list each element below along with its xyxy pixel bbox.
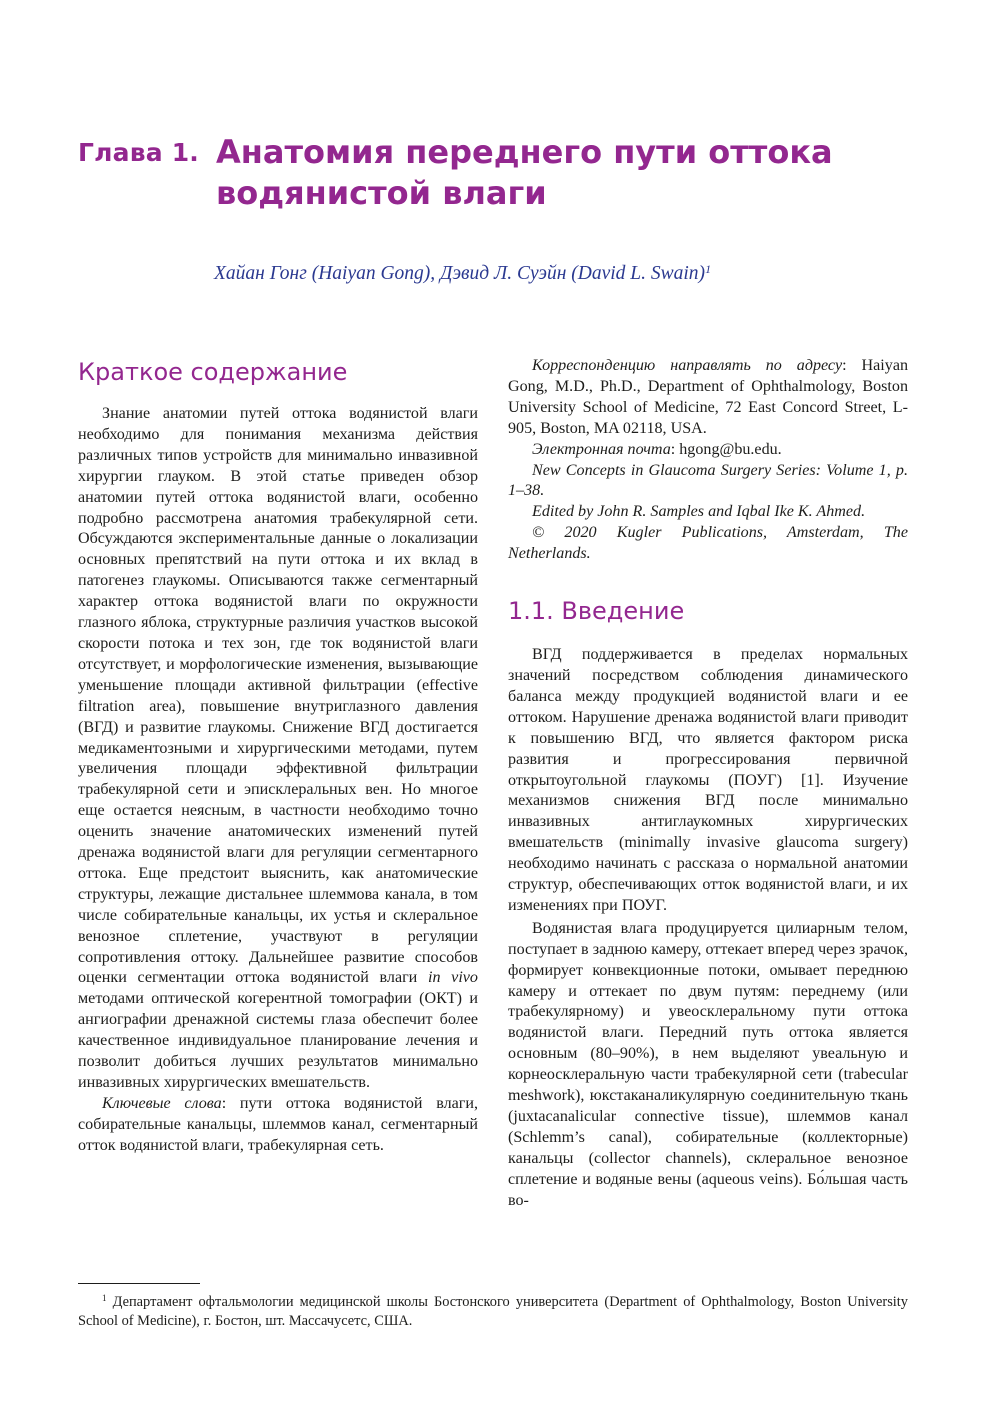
introduction-paragraph-2: Водянистая влага продуцируется цилиарным телом, поступает в заднюю камеру, оттекает вперед через зрачок, формирует конвекционные потоки, омывает переднюю камеру и оттекает по двум путям: переднему (или трабекулярному) и увеосклеральному пути оттока водянистой влаги. Передний путь оттока является основным (80–90%), в нем выделяют увеальную и корнеосклеральную части трабекулярной сети (trabecular meshwork), юкстаканаликулярную соединительную ткань (juxtacanalicular connective tissue), шлеммов канал (Schlemm’s canal), собирательные (коллекторные) канальцы (collector channels), склеральное венозное сплетение и водяные вены (aqueous veins). Бо́льшая часть во- [508, 919, 908, 1209]
author-footnote-mark[interactable]: 1 [705, 262, 712, 276]
keywords-label: Ключевые слова [102, 1094, 222, 1112]
chapter-number: Глава 1. [78, 138, 199, 167]
introduction-heading: 1.1. Введение [508, 597, 685, 626]
series-info: New Concepts in Glaucoma Surgery Series: Volume 1, p. 1–38. [508, 461, 908, 500]
footnote-mark: 1 [102, 1293, 107, 1303]
email-paragraph [508, 440, 908, 461]
abstract-body-italic: in vivo [427, 969, 478, 987]
footnote-divider [78, 1283, 200, 1284]
chapter-title-line-2: водянистой влаги [216, 174, 547, 212]
email-address[interactable]: : hgong@bu.edu. [670, 440, 782, 458]
footnote-text: Департамент офтальмологии медицинской школы Бостонского университета (Department of Ophthalmology, Boston University School of Medicine), г. Бостон, шт. Массачусетс, США. [78, 1294, 908, 1329]
authors-names: Хайан Гонг (Haiyan Gong), Дэвид Л. Суэйн (David L. Swain) [214, 263, 706, 284]
correspondence-paragraph [508, 356, 908, 440]
abstract-body-part-2: методами оптической когерентной томографии (ОКТ) и ангиографии дренажной системы глаза обеспечит более качественное индивидуальное планирование лечения и позволит добиться лучших результатов минимально инвазивных хирургических вмешательств. [78, 990, 478, 1091]
keywords-text: : пути оттока водянистой влаги, собирательные канальцы, шлеммов канал, сегментарный отток водянистой влаги, трабекулярная сеть. [78, 1094, 478, 1154]
left-column [78, 356, 478, 1157]
abstract-heading: Краткое содержание [78, 358, 348, 386]
editors-info: Edited by John R. Samples and Iqbal Ike K. Ahmed. [532, 503, 866, 521]
abstract-body [78, 404, 478, 1094]
authors-line [214, 262, 711, 285]
introduction-paragraph-1: ВГД поддерживается в пределах нормальных значений посредством соблюдения динамического баланса между продукцией водянистой влаги и ее оттоком. Нарушение дренажа водянистой влаги приводит к повышению ВГД, что является фактором риска развития и прогрессирования первичной открытоугольной глаукомы (ПОУГ) [1]. Изучение механизмов снижения ВГД после минимально инвазивных антиглаукомных хирургических вмешательств (minimally invasive glaucoma surgery) необходимо начинать с рассказа о нормальной анатомии структур, обеспечивающих отток водянистой влаги, и их изменениях при ПОУГ. [508, 646, 908, 914]
chapter-title-line-1: Анатомия переднего пути оттока [216, 133, 833, 171]
right-column [508, 356, 908, 1212]
abstract-body-part-1: Знание анатомии путей оттока водянистой влаги необходимо для понимания механизма действия различных типов устройств для минимально инвазивной хирургии глауком. В этой статье приведен обзор анатомии путей оттока водянистой влаги, особенно подробно рассмотрена анатомия трабекулярной сети. Обсуждаются экспериментальные данные о локализации основных препятствий на пути оттока и их вклад в патогенез глаукомы. Описываются также сегментарный характер оттока водянистой влаги по окружности глазного яблока, структурные различия участков высокой скорости потока и тех зон, где ток водянистой влаги отсутствует, и морфологические изменения, вызывающие уменьшение площади активной фильтрации (effective filtration area), повышение внутриглазного давления (ВГД) и развитие глаукомы. Снижение ВГД достигается медикаментозными и хирургическими методами, путем увеличения площади эффективной фильтрации трабекулярной сети и эписклеральных вен. Но многое еще остается неясным, в частности необходимо точно оценить значение анатомических изменений путей дренажа водянистой влаги для регуляции сегментарного оттока. Еще предстоит выяснить, как анатомические структуры, лежащие дистальнее шлеммова канала, в том числе собирательные канальцы, их устья и склеральное венозное сплетение, участвуют в регуляции сопротивления оттоку. Дальнейшее развитие способов оценки сегментации оттока водянистой влаги [78, 405, 478, 987]
correspondence-label: Корреспонденцию направлять по адресу [532, 357, 843, 374]
chapter-title [216, 132, 916, 214]
copyright-info: © 2020 Kugler Publications, Amsterdam, The Netherlands. [508, 524, 908, 563]
footnote [78, 1289, 908, 1331]
email-label: Электронная почта [532, 440, 671, 458]
keywords-paragraph [78, 1094, 478, 1157]
correspondence-address: : Haiyan Gong, M.D., Ph.D., Department of Ophthalmology, Boston University School of Medicine, 72 East Concord Street, L-905, Boston, MA 02118, USA. [508, 357, 909, 437]
